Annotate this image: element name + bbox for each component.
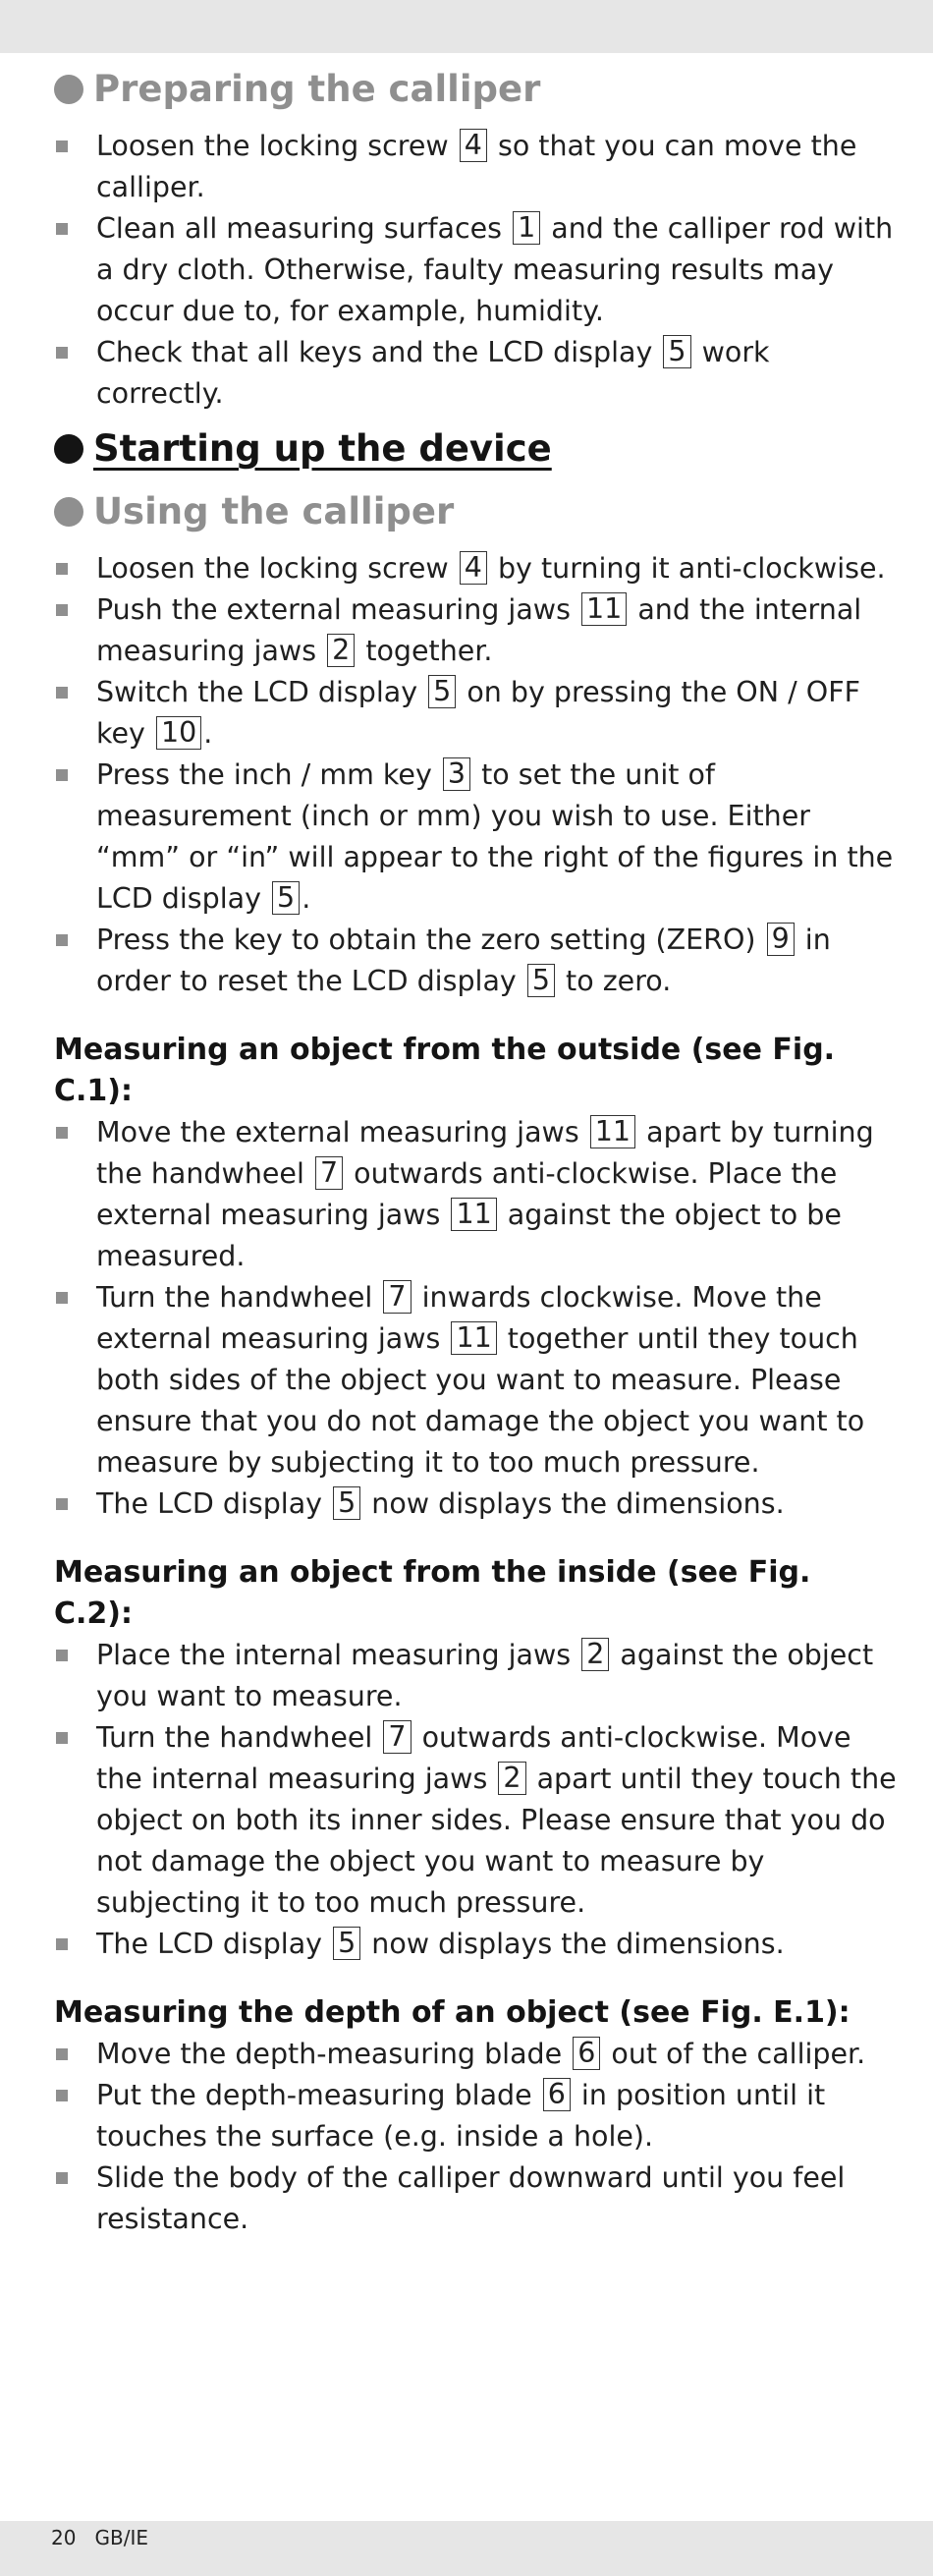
part-reference: 5	[663, 335, 690, 368]
list-item: Move the external measuring jaws 11 apart by turning the handwheel 7 outwards anti-clockwise. Place the external measuring jaws 11 against the object to be measured.	[54, 1112, 899, 1277]
part-reference: 11	[451, 1198, 496, 1231]
list-item: Press the inch / mm key 3 to set the unit of measurement (inch or mm) you wish to use. Either “mm” or “in” will appear to the right of the figures in the LCD display 5 .	[54, 755, 899, 920]
part-reference: 6	[543, 2078, 571, 2111]
square-bullet-icon	[56, 934, 68, 946]
manual-content	[54, 57, 899, 2240]
part-reference: 11	[581, 592, 627, 626]
bullet-dot-icon	[54, 497, 83, 527]
heading-text: Using the calliper	[93, 490, 455, 532]
part-reference: 11	[590, 1115, 635, 1148]
square-bullet-icon	[56, 1938, 68, 1950]
heading-text: Starting up the device	[93, 427, 552, 470]
outside-list	[54, 1112, 899, 1525]
using-list	[54, 548, 899, 1002]
part-reference: 5	[333, 1486, 360, 1520]
list-item: The LCD display 5 now displays the dimensions.	[54, 1484, 899, 1525]
heading-text: Preparing the calliper	[93, 68, 541, 110]
square-bullet-icon	[56, 563, 68, 575]
square-bullet-icon	[56, 604, 68, 616]
square-bullet-icon	[56, 223, 68, 235]
part-reference: 5	[428, 675, 456, 708]
part-reference: 11	[451, 1321, 496, 1355]
part-reference: 7	[315, 1156, 343, 1190]
part-reference: 9	[767, 923, 795, 956]
subheading-outside: Measuring an object from the outside (see Fig. C.1):	[54, 1033, 836, 1108]
depth-list	[54, 2034, 899, 2240]
square-bullet-icon	[56, 140, 68, 152]
language-code: GB/IE	[94, 2526, 149, 2549]
list-item: Clean all measuring surfaces 1 and the calliper rod with a dry cloth. Otherwise, faulty measuring results may occur due to, for example, humidity.	[54, 208, 899, 332]
part-reference: 1	[513, 211, 540, 245]
part-reference: 7	[383, 1280, 411, 1314]
list-item: Press the key to obtain the zero setting (ZERO) 9 in order to reset the LCD display 5 to zero.	[54, 920, 899, 1002]
square-bullet-icon	[56, 2048, 68, 2060]
list-item: Check that all keys and the LCD display 5 work correctly.	[54, 332, 899, 415]
bullet-dot-icon	[54, 434, 83, 464]
square-bullet-icon	[56, 347, 68, 359]
square-bullet-icon	[56, 687, 68, 699]
page-footer	[51, 2522, 148, 2553]
list-item: Move the depth-measuring blade 6 out of the calliper.	[54, 2034, 899, 2075]
list-item: Slide the body of the calliper downward until you feel resistance.	[54, 2157, 899, 2240]
bullet-dot-icon	[54, 75, 83, 104]
list-item: Switch the LCD display 5 on by pressing the ON / OFF key 10 .	[54, 672, 899, 755]
list-item: Put the depth-measuring blade 6 in position until it touches the surface (e.g. inside a hole).	[54, 2075, 899, 2157]
part-reference: 3	[443, 757, 470, 791]
subheading-depth: Measuring the depth of an object (see Fig. E.1):	[54, 1995, 851, 2030]
square-bullet-icon	[56, 1292, 68, 1304]
list-item: The LCD display 5 now displays the dimensions.	[54, 1924, 899, 1965]
part-reference: 5	[333, 1927, 360, 1960]
inside-list	[54, 1635, 899, 1965]
part-reference: 10	[156, 716, 201, 750]
square-bullet-icon	[56, 1732, 68, 1744]
list-item: Loosen the locking screw 4 by turning it anti-clockwise.	[54, 548, 899, 589]
square-bullet-icon	[56, 1498, 68, 1510]
part-reference: 6	[573, 2037, 600, 2070]
subheading-inside: Measuring an object from the inside (see Fig. C.2):	[54, 1555, 811, 1631]
section-heading-using	[54, 487, 899, 536]
preparing-list	[54, 126, 899, 415]
square-bullet-icon	[56, 769, 68, 781]
square-bullet-icon	[56, 1127, 68, 1139]
section-heading-starting-up	[54, 424, 899, 474]
list-item: Turn the handwheel 7 outwards anti-clockwise. Move the internal measuring jaws 2 apart until they touch the object on both its inner sides. Please ensure that you do not damage the object you want to measure by subjecting it to too much pressure.	[54, 1717, 899, 1924]
square-bullet-icon	[56, 2090, 68, 2101]
part-reference: 2	[581, 1638, 609, 1671]
part-reference: 5	[527, 964, 555, 997]
list-item: Turn the handwheel 7 inwards clockwise. Move the external measuring jaws 11 together until they touch both sides of the object you want to measure. Please ensure that you do not damage the object you want to measure by subjecting it to too much pressure.	[54, 1277, 899, 1484]
square-bullet-icon	[56, 2172, 68, 2184]
part-reference: 4	[460, 551, 487, 585]
part-reference: 4	[460, 129, 487, 162]
section-heading-preparing	[54, 65, 899, 114]
square-bullet-icon	[56, 1650, 68, 1661]
top-margin-band	[0, 0, 933, 53]
part-reference: 2	[327, 634, 355, 667]
part-reference: 5	[272, 881, 300, 915]
list-item: Place the internal measuring jaws 2 against the object you want to measure.	[54, 1635, 899, 1717]
page-number: 20	[51, 2526, 77, 2549]
list-item: Push the external measuring jaws 11 and the internal measuring jaws 2 together.	[54, 589, 899, 672]
part-reference: 2	[498, 1762, 525, 1795]
list-item: Loosen the locking screw 4 so that you can move the calliper.	[54, 126, 899, 208]
part-reference: 7	[383, 1720, 411, 1754]
